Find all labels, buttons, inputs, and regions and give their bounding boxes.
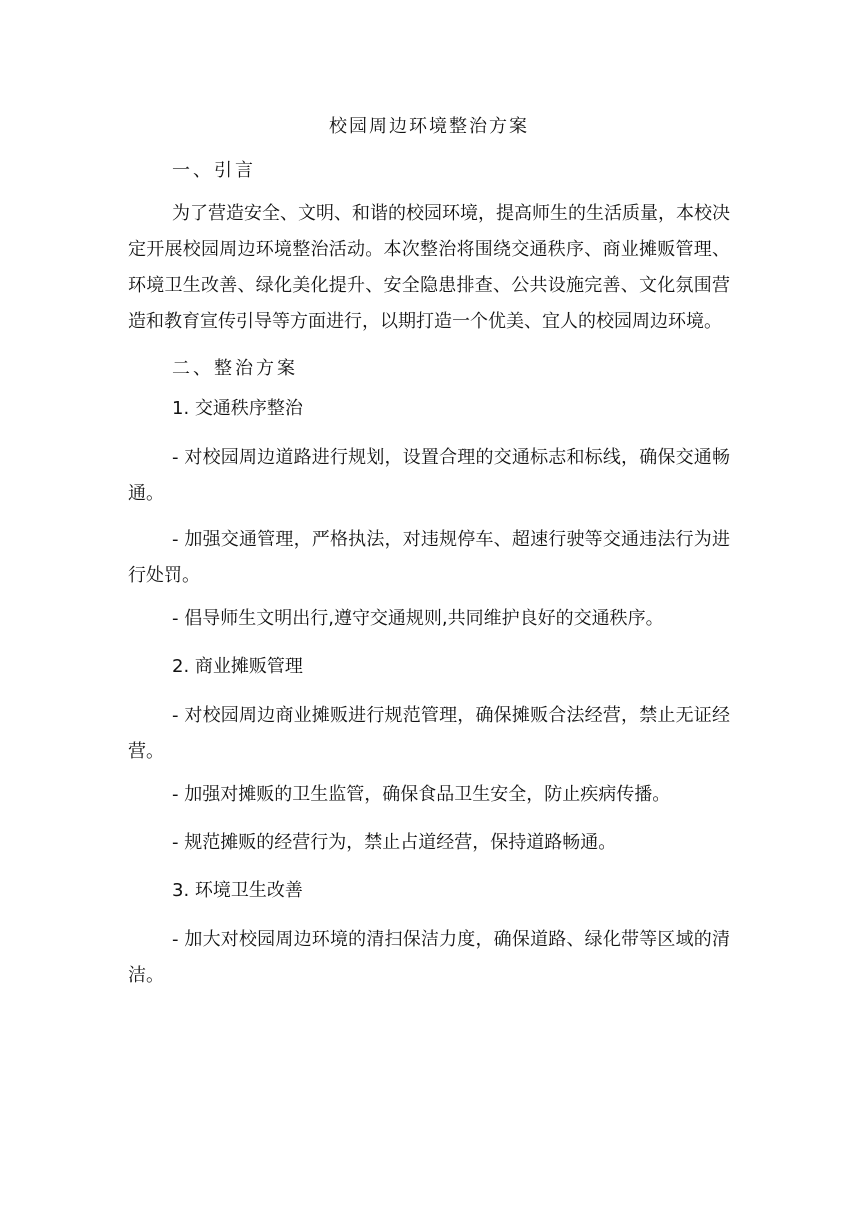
item-heading-vendors: 2. 商业摊贩管理 [172, 656, 303, 677]
item-heading-sanitation: 3. 环境卫生改善 [172, 880, 303, 901]
section-heading-introduction: 一、引言 [172, 160, 256, 181]
bullet-point: - 加强交通管理，严格执法，对违规停车、超速行驶等交通违法行为进行处罚。 [128, 529, 730, 586]
bullet-point: - 对校园周边道路进行规划，设置合理的交通标志和标线，确保交通畅通。 [128, 447, 730, 504]
document-body [128, 112, 730, 1004]
item-heading-traffic: 1. 交通秩序整治 [172, 398, 303, 419]
bullet-point: - 规范摊贩的经营行为，禁止占道经营，保持道路畅通。 [172, 832, 617, 853]
bullet-point: - 加大对校园周边环境的清扫保洁力度，确保道路、绿化带等区域的清洁。 [128, 929, 730, 986]
bullet-point: - 对校园周边商业摊贩进行规范管理，确保摊贩合法经营，禁止无证经营。 [128, 705, 730, 762]
bullet-point: - 加强对摊贩的卫生监管，确保食品卫生安全，防止疾病传播。 [172, 784, 671, 805]
bullet-point: - 倡导师生文明出行,遵守交通规则,共同维护良好的交通秩序。 [172, 608, 664, 629]
document-title: 校园周边环境整治方案 [329, 116, 529, 137]
section-heading-plan: 二、整治方案 [172, 358, 298, 379]
intro-paragraph: 为了营造安全、文明、和谐的校园环境，提高师生的生活质量，本校决定开展校园周边环境整治活动。本次整治将围绕交通秩序、商业摊贩管理、环境卫生改善、绿化美化提升、安全隐患排查、公共设施完善、文化氛围营造和教育宣传引导等方面进行，以期打造一个优美、宜人的校园周边环境。 [128, 203, 730, 332]
